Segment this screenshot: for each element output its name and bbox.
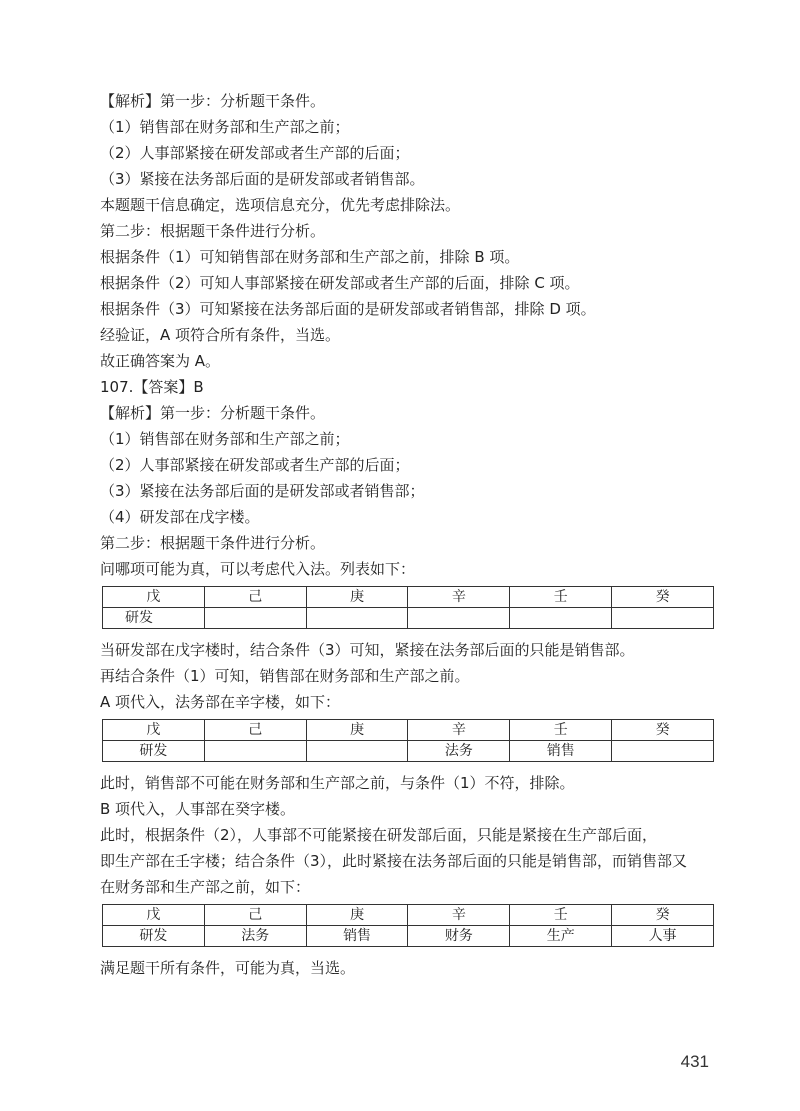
- table-cell: 销售: [306, 926, 408, 947]
- table-cell: 戊: [103, 587, 205, 608]
- table-cell: 财务: [408, 926, 510, 947]
- text-line: B 项代入，人事部在癸字楼。: [100, 800, 296, 818]
- table-cell: 壬: [510, 587, 612, 608]
- text-line: 【解析】第一步：分析题干条件。: [100, 404, 326, 422]
- table-cell: 壬: [510, 720, 612, 741]
- text-line: （4）研发部在戊字楼。: [100, 508, 260, 526]
- table-cell: 人事: [612, 926, 714, 947]
- table-cell: 庚: [306, 905, 408, 926]
- building-table-3: [102, 904, 714, 947]
- building-table-1: [102, 586, 714, 629]
- table-cell: 戊: [103, 905, 205, 926]
- table-cell: 研发: [103, 926, 205, 947]
- page-number: 431: [680, 1052, 709, 1071]
- table-cell: 癸: [612, 587, 714, 608]
- text-line: （1）销售部在财务部和生产部之前；: [100, 118, 350, 136]
- text-line: （2）人事部紧接在研发部或者生产部的后面；: [100, 144, 410, 162]
- table-cell: 戊: [103, 720, 205, 741]
- table-cell: [306, 608, 408, 629]
- text-line: （1）销售部在财务部和生产部之前；: [100, 430, 350, 448]
- table-header-row: [103, 905, 714, 926]
- table-cell: [306, 741, 408, 762]
- text-line: 当研发部在戊字楼时，结合条件（3）可知，紧接在法务部后面的只能是销售部。: [100, 641, 635, 659]
- document-page: [100, 88, 716, 981]
- table-row: [103, 741, 714, 762]
- text-line: 此时，根据条件（2），人事部不可能紧接在研发部后面，只能是紧接在生产部后面，: [100, 826, 658, 844]
- text-line: 根据条件（1）可知销售部在财务部和生产部之前，排除 B 项。: [100, 248, 520, 266]
- building-table-2: [102, 719, 714, 762]
- table-cell: 己: [204, 720, 306, 741]
- text-line: 根据条件（2）可知人事部紧接在研发部或者生产部的后面，排除 C 项。: [100, 274, 580, 292]
- table-cell: 生产: [510, 926, 612, 947]
- table-cell: 庚: [306, 587, 408, 608]
- table-row: [103, 926, 714, 947]
- table-cell: 辛: [408, 587, 510, 608]
- text-line: 即生产部在壬字楼；结合条件（3），此时紧接在法务部后面的只能是销售部，而销售部又: [100, 852, 688, 870]
- text-line: 问哪项可能为真，可以考虑代入法。列表如下：: [100, 560, 416, 578]
- table-cell: 销售: [510, 741, 612, 762]
- text-line: （2）人事部紧接在研发部或者生产部的后面；: [100, 456, 410, 474]
- table-header-row: [103, 720, 714, 741]
- text-line: 本题题干信息确定，选项信息充分，优先考虑排除法。: [100, 196, 461, 214]
- table-cell: [510, 608, 612, 629]
- table-cell: 癸: [612, 905, 714, 926]
- table-cell: [408, 608, 510, 629]
- table-cell: 研发: [103, 608, 205, 629]
- text-line: 再结合条件（1）可知，销售部在财务部和生产部之前。: [100, 667, 470, 685]
- table-cell: 辛: [408, 720, 510, 741]
- text-line: 此时，销售部不可能在财务部和生产部之前，与条件（1）不符，排除。: [100, 774, 575, 792]
- table-cell: 癸: [612, 720, 714, 741]
- table-cell: [204, 608, 306, 629]
- text-line: 第二步：根据题干条件进行分析。: [100, 222, 326, 240]
- text-line: A 项代入，法务部在辛字楼，如下：: [100, 693, 341, 711]
- table-cell: [612, 608, 714, 629]
- table-cell: 己: [204, 587, 306, 608]
- text-line: 满足题干所有条件，可能为真，当选。: [100, 959, 356, 977]
- table-cell: 法务: [204, 926, 306, 947]
- table-cell: 法务: [408, 741, 510, 762]
- table-cell: 辛: [408, 905, 510, 926]
- table-cell: 己: [204, 905, 306, 926]
- table-cell: 壬: [510, 905, 612, 926]
- text-line: 经验证，A 项符合所有条件，当选。: [100, 326, 341, 344]
- table-cell: [204, 741, 306, 762]
- table-cell: 庚: [306, 720, 408, 741]
- table-cell: [612, 741, 714, 762]
- text-line: （3）紧接在法务部后面的是研发部或者销售部。: [100, 170, 425, 188]
- table-cell: 研发: [103, 741, 205, 762]
- text-line: 根据条件（3）可知紧接在法务部后面的是研发部或者销售部，排除 D 项。: [100, 300, 596, 318]
- text-line: 第二步：根据题干条件进行分析。: [100, 534, 326, 552]
- text-line: 【解析】第一步：分析题干条件。: [100, 92, 326, 110]
- text-line: 故正确答案为 A。: [100, 352, 221, 370]
- text-line: （3）紧接在法务部后面的是研发部或者销售部；: [100, 482, 425, 500]
- table-row: [103, 608, 714, 629]
- table-header-row: [103, 587, 714, 608]
- text-line: 在财务部和生产部之前，如下：: [100, 878, 311, 896]
- answer-heading: 107.【答案】B: [100, 378, 204, 396]
